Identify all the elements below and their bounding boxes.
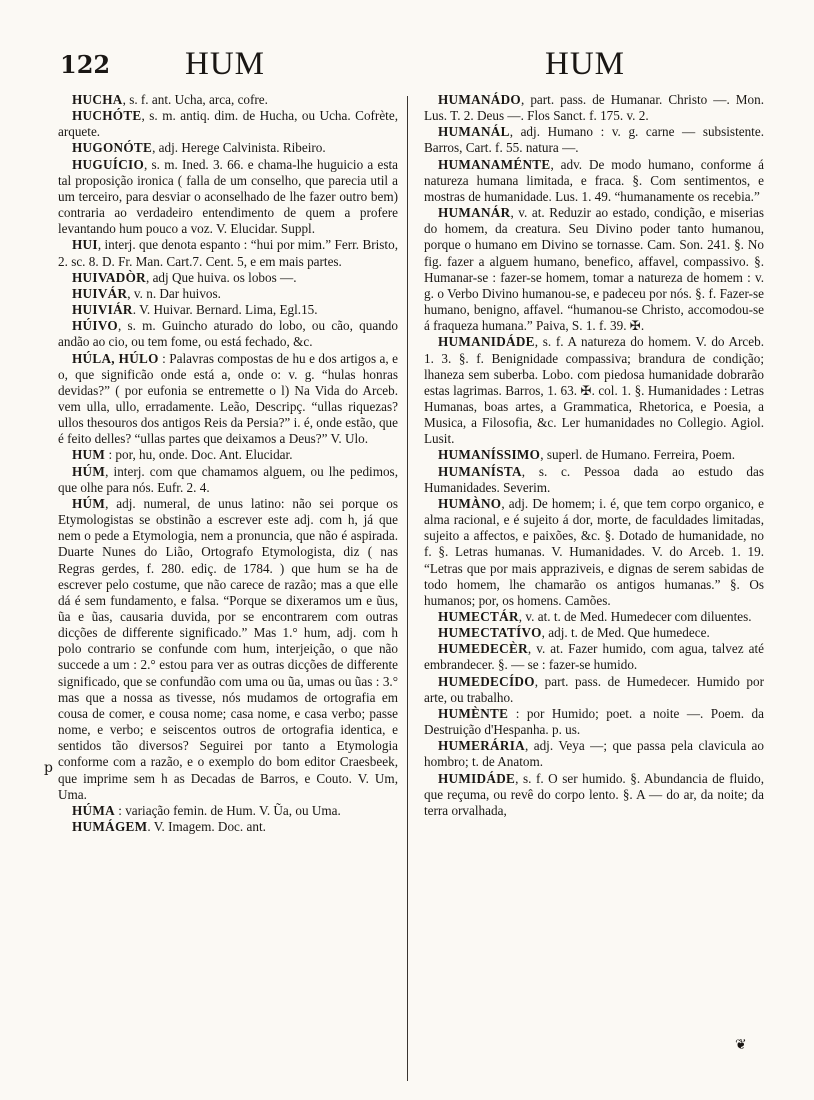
entry-headword: HÚM — [72, 495, 106, 511]
dictionary-entry — [424, 771, 764, 819]
entry-headword: HUMANAMÉNTE — [438, 156, 551, 172]
entry-headword: HUMEDECÍDO — [438, 673, 535, 689]
entry-headword: HÚMA — [72, 802, 115, 818]
entry-definition: , adj. Veya —; que passa pela clavicula ao hombro; t. de Anatom. — [424, 738, 764, 770]
dictionary-entry — [424, 609, 764, 625]
header-right-guideword: HUM — [545, 46, 626, 82]
entry-headword: HUMÁGEM — [72, 819, 148, 835]
dictionary-entry — [58, 237, 398, 269]
entry-headword: HUMEDECÈR — [438, 641, 528, 657]
entry-headword: HUMANÁDO — [438, 92, 521, 107]
entry-definition: , adj. numeral, de unus latino: não sei porque os Etymologistas se obstinão a escrever este adj. com h, já que nem o pede a Etymologia, nem a pronuncia, que não é aspirada. Duarte Nunes do Lião, Ortografo Etymologista, diz ( nas Regras gerdes, f. 280. ediç. de 1784. ) que hum se ha de escrever pelo costume, que não carece de razão; mas a que elle dá é sem fundamento, e falsa. “Porque se dixeramos um e ũus, ũa e ũas, causaria duvida, por se encontrarem com outras dicções de differente significado.” Mas 1.° hum, adj. com h polo contrario se confunde com hum, interjeição, o que não succede a um : 2.° estou para ver as outras dicções de differente significado, que se confundão com uma ou ũa, umas ou ũas : 3.° mas que a nossa as tivesse, nós mudamos de ortografia em cousa de comer, e cousa nome; casa nome, e casa verbo; passe nome, e verbo; e seiscentos outros de ortografia identica, e sentidos tão diversos? Seguirei por tanto a Etymologia conforme com a razão, e o exemplo do bom editor Craesbeek, que imprime sem h as Decadas de Barros, e Couto. V. Um, Uma. — [58, 495, 398, 802]
entry-headword: HÚLA, HÚLO — [72, 350, 159, 366]
dictionary-entry — [58, 447, 398, 463]
dictionary-entry — [58, 496, 398, 803]
entry-headword: HUMÀNO — [438, 495, 502, 511]
entry-definition: , adj. De homem; i. é, que tem corpo organico, e alma racional, e é sujeito á dor, morte, de faculdades limitadas, sujeito a affectos, e paixões, &c. §. Dotado de humanidade, no f. §. Letras humanas. V. Humanidades. V. do Arceb. 1. 19. “Letras que por mais appraziveis, e dignas de serem sabidas de todo homem, lhe chamarão os antigos humanas.” §. Os humanos; por, os homens. Camões. — [424, 495, 764, 608]
entry-definition: , part. pass. de Humanar. Christo —. Mon. Lus. T. 2. Deus —. Flos Sanct. f. 175. v. 2. — [424, 92, 764, 124]
dictionary-entry — [424, 625, 764, 641]
dictionary-entry — [424, 496, 764, 609]
entry-headword: HUMECTÁR — [438, 609, 519, 624]
entry-headword: HUCHA — [72, 92, 123, 107]
entry-headword: HUMERÁRIA — [438, 738, 525, 754]
entry-definition: , v. at. t. de Med. Humedecer com diluentes. — [518, 609, 752, 624]
entry-headword: HÚM — [72, 463, 106, 479]
entry-definition: , s. f. A natureza do homem. V. do Arceb. 1. 3. §. f. Benignidade compassiva; brandura de condição; lhaneza sem suberba. Lobo. com piedosa humanidade dobrarão estas lagrimas. Barros, 1. 63. ✠. col. 1. §. Humanidades : Letras Humanas, boas artes, a Grammatica, Rhetorica, e Poesia, a Musica, a Filosofia, &c. Ler humanidades no Collegio. Agiol. Lusit. — [424, 334, 764, 447]
running-header — [0, 46, 814, 90]
right-column — [424, 92, 764, 819]
entry-definition: : Palavras compostas de hu e dos artigos a, e o, que significão onde está a, onde o: v. g. “hulas honras devidas?” ( por eufonia se entremette o l) Na Vida do Arceb. vem ulla, ullo, erradamente. Leão, Descripç. “ullas riquezas? ullos thesouros dos antigos Reis da Persia?” i. é, onde estão, que é feito delles? “ullas partes que deixamos a Deus?” V. Ulo. — [58, 350, 399, 447]
header-left-guideword: HUM — [185, 46, 266, 82]
entry-definition: , v. at. Fazer humido, com agua, talvez até embrandecer. §. — se : fazer-se humido. — [424, 641, 764, 673]
dictionary-entry — [424, 738, 764, 770]
dictionary-entry — [58, 92, 398, 108]
entry-definition: , v. at. Reduzir ao estado, condição, e miserias do homem, da creatura. Seu Divino poder tanto humanou, porque o humano em Divino se tornasse. Cam. Son. 241. §. No fig. fazer a alguem humano, benefico, affavel, compassivo. §. Humanar-se : fazer-se homem, tomar a natureza de homem : v. g. o Verbo Divino humanou-se, e padeceu por nós. §. f. Fazer-se humano, benigno, affavel. “humanou-se Christo, accomodou-se á fraqueza humana.” Paiva, S. 1. f. 39. ✠. — [424, 205, 764, 334]
dictionary-entry — [58, 140, 398, 156]
dictionary-entry — [58, 351, 398, 448]
dictionary-entry — [58, 803, 398, 819]
entry-definition: , s. m. Ined. 3. 66. e chama-lhe huguicio a esta tal proposição ironica ( falla de um conselho, que parecia util a um terceiro, para desviar o aconselhado de lhe fazer outro bem) contraria ao verdadeiro entendimento de quem a profere levantando hum pouco a voz. V. Elucidar. Suppl. — [58, 156, 398, 237]
entry-headword: HUM — [72, 447, 106, 463]
dictionary-entry — [424, 447, 764, 463]
entry-headword: HUMANÍSSIMO — [438, 447, 541, 463]
entry-definition: , superl. de Humano. Ferreira, Poem. — [540, 447, 736, 463]
dictionary-entry — [58, 286, 398, 302]
entry-headword: HUCHÓTE — [72, 108, 142, 124]
entry-headword: HUMECTATÍVO — [438, 625, 542, 641]
page-number: 122 — [60, 50, 111, 79]
entry-definition: , s. f. ant. Ucha, arca, cofre. — [122, 92, 268, 107]
entry-headword: HUMANIDÁDE — [438, 334, 535, 350]
dictionary-entry — [58, 318, 398, 350]
entry-definition: : por Humido; poet. a noite —. Poem. da Destruição d'Hespanha. p. us. — [424, 705, 764, 738]
entry-definition: , adv. De modo humano, conforme á natureza humana limitada, e fraca. §. Com sentimentos, e mostras de humanidade. Lus. 1. 49. “humanamente os recebia.” — [424, 156, 764, 204]
entry-headword: HUMANÁR — [438, 205, 511, 221]
column-divider — [407, 96, 408, 1081]
left-column — [58, 92, 398, 835]
fleuron-ornament: ❦ — [735, 1037, 747, 1053]
entry-definition: . V. Imagem. Doc. ant. — [147, 819, 266, 835]
entry-definition: . V. Huivar. Bernard. Lima, Egl.15. — [132, 302, 318, 318]
dictionary-entry — [58, 302, 398, 318]
dictionary-entry — [58, 270, 398, 286]
dictionary-entry — [58, 157, 398, 238]
dictionary-entry — [58, 108, 398, 140]
dictionary-entry — [424, 92, 764, 124]
entry-headword: HUIVIÁR — [72, 302, 133, 318]
entry-headword: HUGUÍCIO — [72, 156, 145, 172]
entry-definition: , adj. t. de Med. Que humedece. — [541, 625, 710, 641]
entry-definition: , s. c. Pessoa dada ao estudo das Humanidades. Severim. — [424, 463, 764, 495]
entry-headword: HUGONÓTE — [72, 140, 153, 156]
entry-headword: HUMANÍSTA — [438, 463, 522, 479]
entry-definition: : por, hu, onde. Doc. Ant. Elucidar. — [105, 447, 293, 463]
entry-definition: : variação femin. de Hum. V. Ũa, ou Uma. — [114, 802, 341, 818]
entry-definition: , v. n. Dar huivos. — [127, 285, 221, 301]
entry-headword: HUMANÁL — [438, 124, 510, 140]
dictionary-entry — [58, 464, 398, 496]
dictionary-entry — [424, 157, 764, 205]
dictionary-entry — [424, 706, 764, 738]
dictionary-entry — [424, 205, 764, 334]
entry-definition: , interj. com que chamamos alguem, ou lhe pedimos, que olhe para nós. Eufr. 2. 4. — [58, 463, 398, 495]
entry-headword: HUIVADÒR — [72, 269, 146, 285]
dictionary-entry — [424, 464, 764, 496]
entry-definition: , adj. Herege Calvinista. Ribeiro. — [152, 140, 326, 156]
dictionary-entry — [424, 124, 764, 156]
entry-headword: HÚIVO — [72, 318, 118, 334]
entry-headword: HUIVÁR — [72, 285, 128, 301]
entry-definition: , s. f. O ser humido. §. Abundancia de fluido, que reçuma, ou revê do corpo lento. §. A — do ar, da noite; da terra orvalhada, — [424, 770, 764, 818]
entry-headword: HUI — [72, 237, 98, 253]
dictionary-entry — [424, 641, 764, 673]
entry-headword: HUMIDÁDE — [438, 770, 516, 786]
dictionary-entry — [58, 819, 398, 835]
entry-definition: , adj. Humano : v. g. carne — subsistente. Barros, Cart. f. 55. natura —. — [424, 124, 764, 156]
dictionary-entry — [424, 674, 764, 706]
entry-headword: HUMÈNTE — [438, 705, 509, 721]
entry-definition: , s. m. antiq. dim. de Hucha, ou Ucha. Cofrète, arquete. — [58, 108, 398, 140]
margin-mark: p — [44, 760, 53, 776]
entry-definition: , adj Que huiva. os lobos —. — [145, 269, 297, 285]
entry-definition: , interj. que denota espanto : “hui por mim.” Ferr. Bristo, 2. sc. 8. D. Fr. Man. Cart.7. Cent. 5, e em mais partes. — [58, 237, 398, 269]
entry-definition: , part. pass. de Humedecer. Humido por arte, ou trabalho. — [424, 673, 764, 705]
dictionary-entry — [424, 334, 764, 447]
entry-definition: , s. m. Guincho aturado do lobo, ou cão, quando andão ao cio, ou tem fome, ou está fechado, &c. — [58, 318, 398, 350]
